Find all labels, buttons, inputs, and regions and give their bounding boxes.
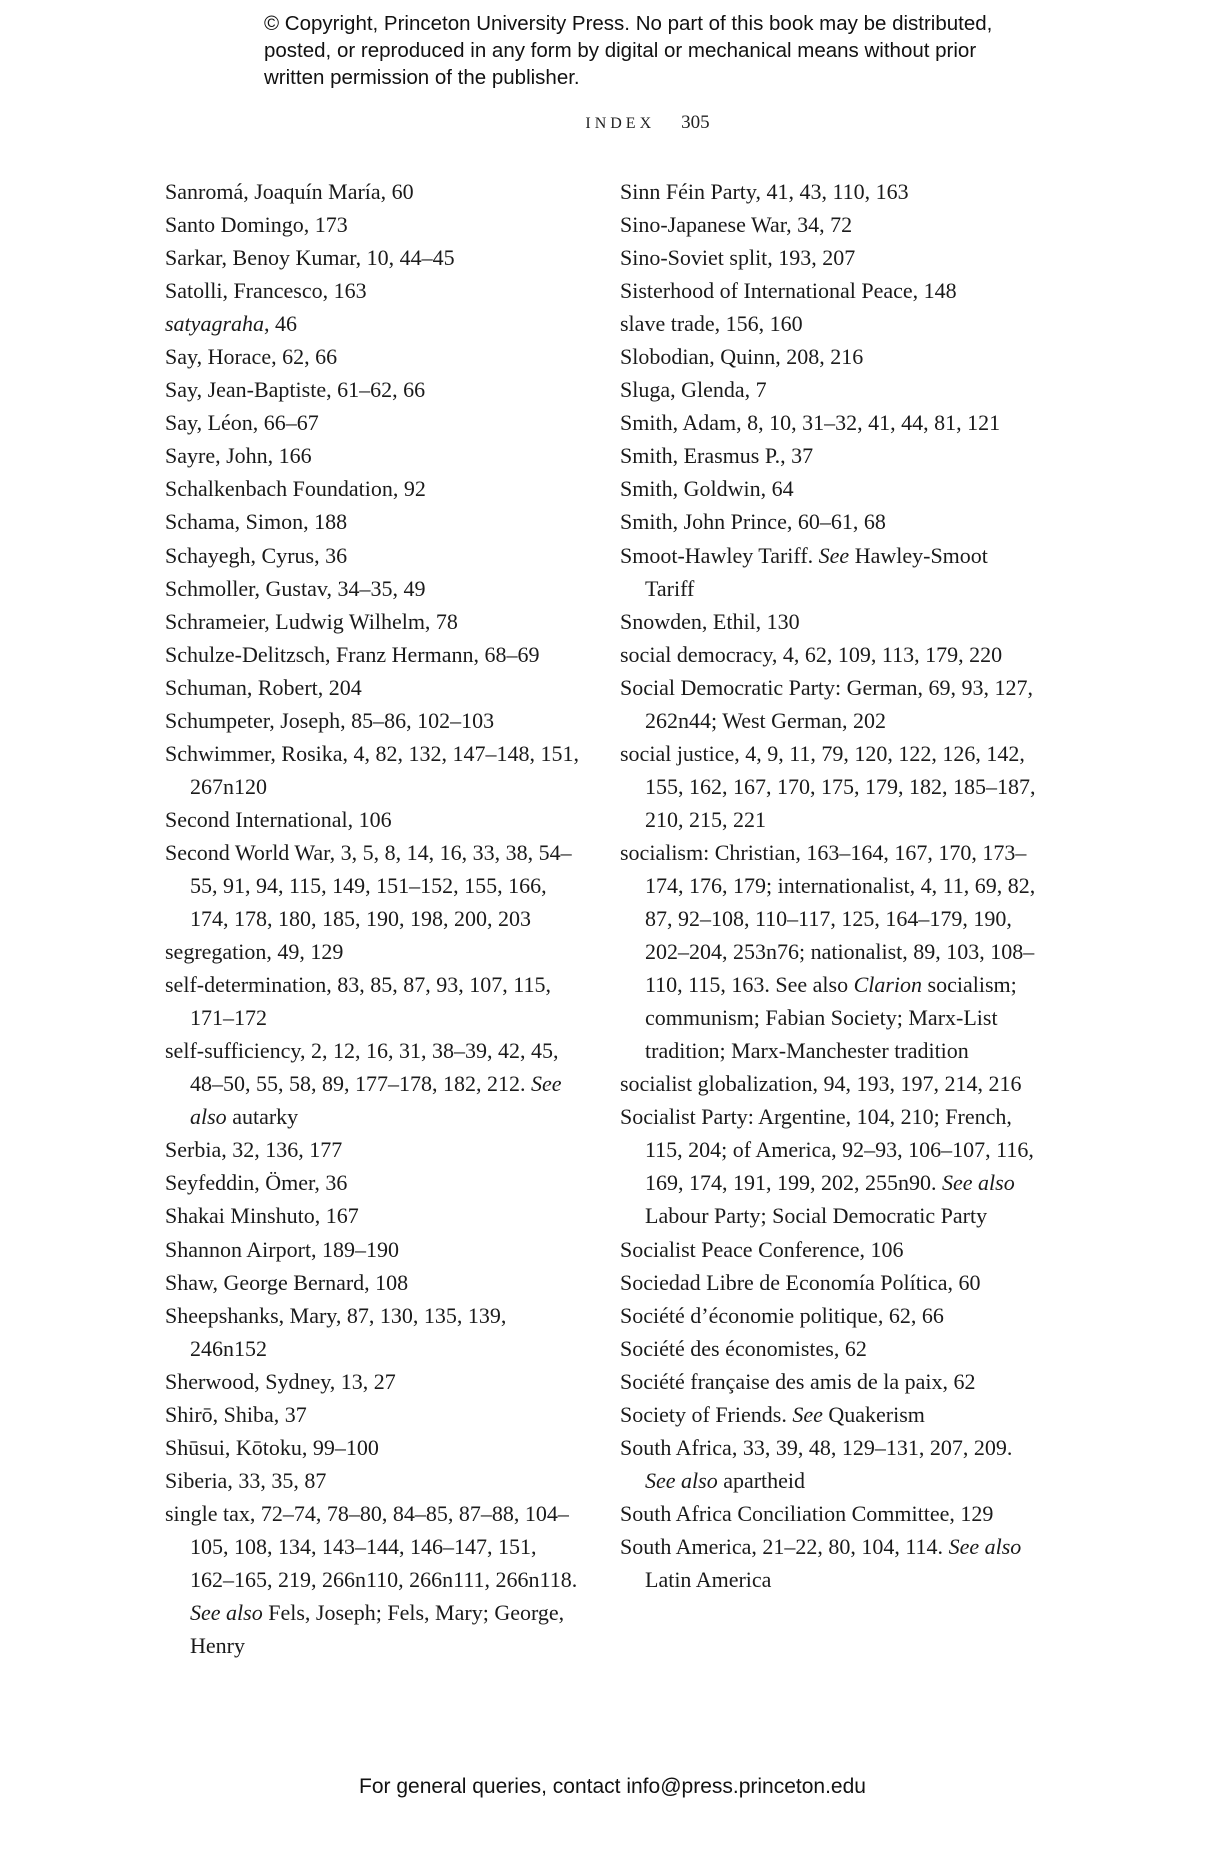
index-entry-segment: Sino-Japanese War, 34, 72 bbox=[620, 212, 853, 238]
index-entry-segment: Sayre, John, 166 bbox=[165, 443, 312, 469]
index-entry-segment: Sherwood, Sydney, 13, 27 bbox=[165, 1368, 396, 1394]
index-entry-segment: Schrameier, Ludwig Wilhelm, 78 bbox=[165, 608, 458, 634]
index-entry bbox=[620, 836, 1040, 1067]
index-entry-segment: Slobodian, Quinn, 208, 216 bbox=[620, 344, 864, 370]
index-entry bbox=[165, 1166, 585, 1199]
index-entry-segment: self-determination, 83, 85, 87, 93, 107, 115, 171–172 bbox=[165, 972, 551, 1031]
index-entry bbox=[620, 1266, 1040, 1299]
index-entry bbox=[165, 1133, 585, 1166]
index-entry bbox=[620, 175, 1040, 208]
index-entry bbox=[165, 1497, 585, 1662]
index-entry bbox=[620, 439, 1040, 472]
index-entry-segment: See also bbox=[942, 1170, 1015, 1196]
index-entry bbox=[165, 704, 585, 737]
index-entry bbox=[165, 439, 585, 472]
index-entry bbox=[165, 638, 585, 671]
index-entry bbox=[165, 1266, 585, 1299]
index-entry bbox=[165, 968, 585, 1034]
index-entry-segment: Say, Jean-Baptiste, 61–62, 66 bbox=[165, 377, 426, 403]
index-entry-segment: Schalkenbach Foundation, 92 bbox=[165, 476, 426, 502]
index-entry bbox=[620, 1100, 1040, 1232]
index-entry-segment: Satolli, Francesco, 163 bbox=[165, 278, 367, 304]
index-entry-segment: Smith, Goldwin, 64 bbox=[620, 476, 794, 502]
section-title: INDEX bbox=[585, 115, 656, 132]
index-entry-segment: satyagraha bbox=[165, 311, 264, 337]
index-entry-segment: South Africa Conciliation Committee, 129 bbox=[620, 1500, 994, 1526]
index-entry bbox=[165, 406, 585, 439]
index-entry-segment: South Africa, 33, 39, 48, 129–131, 207, 209. bbox=[620, 1434, 1013, 1460]
index-entry bbox=[620, 505, 1040, 538]
index-entry bbox=[165, 572, 585, 605]
index-entry bbox=[165, 1464, 585, 1497]
index-entry-segment: socialist globalization, 94, 193, 197, 214, 216 bbox=[620, 1071, 1022, 1097]
index-entry bbox=[165, 671, 585, 704]
index-entry-segment: Quakerism bbox=[822, 1401, 925, 1427]
page-number: 305 bbox=[681, 112, 710, 133]
index-entry-segment: Sanromá, Joaquín María, 60 bbox=[165, 179, 414, 204]
index-entry-segment: Smith, Erasmus P., 37 bbox=[620, 443, 814, 469]
index-entry-segment: social justice, 4, 9, 11, 79, 120, 122, 126, 142, 155, 162, 167, 170, 175, 179, 182, 185–187, 210, 215, 221 bbox=[620, 740, 1036, 832]
index-entry bbox=[165, 373, 585, 406]
index-entry bbox=[165, 208, 585, 241]
index-entry bbox=[620, 605, 1040, 638]
index-entry-segment: Sisterhood of International Peace, 148 bbox=[620, 278, 957, 304]
index-entry-segment: See also bbox=[190, 1071, 562, 1130]
index-entry-segment: Société d’économie politique, 62, 66 bbox=[620, 1302, 944, 1328]
index-entry-segment: slave trade, 156, 160 bbox=[620, 311, 803, 337]
index-entry bbox=[165, 472, 585, 505]
footer-contact: For general queries, contact info@press.princeton.edu bbox=[359, 1775, 866, 1798]
index-entry bbox=[165, 1199, 585, 1232]
index-entry bbox=[165, 539, 585, 572]
index-entry-segment: Schayegh, Cyrus, 36 bbox=[165, 542, 348, 568]
index-entry-segment: See also bbox=[645, 1467, 718, 1493]
index-entry-segment: See also bbox=[948, 1533, 1022, 1559]
index-entry-segment: Second International, 106 bbox=[165, 806, 392, 832]
index-entry-segment: Socialist Peace Conference, 106 bbox=[620, 1236, 904, 1262]
index-entry-segment: Say, Léon, 66–67 bbox=[165, 410, 319, 436]
index-entry-segment: Shakai Minshuto, 167 bbox=[165, 1203, 359, 1229]
index-entry bbox=[165, 836, 585, 935]
index-entry bbox=[620, 307, 1040, 340]
index-entry-segment: Snowden, Ethil, 130 bbox=[620, 608, 800, 634]
index-entry bbox=[620, 241, 1040, 274]
index-entry bbox=[620, 340, 1040, 373]
running-head bbox=[0, 112, 1225, 134]
index-entry-segment: segregation, 49, 129 bbox=[165, 939, 344, 965]
index-entry bbox=[165, 605, 585, 638]
index-entry-segment: Sino-Soviet split, 193, 207 bbox=[620, 245, 856, 271]
index-entry bbox=[165, 1299, 585, 1365]
index-entry-segment: Smith, John Prince, 60–61, 68 bbox=[620, 509, 886, 535]
index-entry bbox=[620, 671, 1040, 737]
index-entry bbox=[620, 274, 1040, 307]
index-entry-segment: Shannon Airport, 189–190 bbox=[165, 1236, 400, 1262]
index-entry bbox=[620, 472, 1040, 505]
index-entry-segment: Fels, Joseph; Fels, Mary; George, Henry bbox=[190, 1600, 565, 1659]
index-entry-segment: autarky bbox=[226, 1104, 299, 1130]
index-column-left bbox=[165, 175, 585, 1662]
index-entry bbox=[165, 1365, 585, 1398]
index-entry-segment: See bbox=[818, 542, 850, 568]
index-entry bbox=[620, 1497, 1040, 1530]
index-entry-segment: Second World War, 3, 5, 8, 14, 16, 33, 38, 54–55, 91, 94, 115, 149, 151–152, 155, 166, 174, 178, 180, 185, 190, 198, 200, 203 bbox=[165, 839, 572, 932]
index-entry bbox=[165, 737, 585, 803]
index-entry-segment: Sarkar, Benoy Kumar, 10, 44–45 bbox=[165, 245, 455, 271]
index-entry-segment: See bbox=[792, 1401, 823, 1427]
index-entry bbox=[620, 1365, 1040, 1398]
index-entry bbox=[165, 274, 585, 307]
index-entry-segment: Socialist Party: Argentine, 104, 210; French, 115, 204; of America, 92–93, 106–107, 116, 169, 174, 191, 199, 202, 255n90. bbox=[620, 1104, 1034, 1196]
index-entry-segment: Smith, Adam, 8, 10, 31–32, 41, 44, 81, 121 bbox=[620, 410, 1001, 436]
index-entry-segment: Siberia, 33, 35, 87 bbox=[165, 1467, 327, 1493]
index-entry bbox=[165, 505, 585, 538]
index-entry-segment: Schulze-Delitzsch, Franz Hermann, 68–69 bbox=[165, 641, 540, 667]
index-entry-segment: apartheid bbox=[717, 1467, 806, 1493]
index-entry-segment: Schuman, Robert, 204 bbox=[165, 674, 362, 700]
index-entry-segment: Labour Party; Social Democratic Party bbox=[645, 1203, 988, 1229]
index-entry-segment: Schumpeter, Joseph, 85–86, 102–103 bbox=[165, 707, 495, 733]
index-entry-segment: Sluga, Glenda, 7 bbox=[620, 377, 767, 403]
index-entry-segment: Schwimmer, Rosika, 4, 82, 132, 147–148, 151, 267n120 bbox=[165, 740, 580, 799]
index-entry-segment: Schama, Simon, 188 bbox=[165, 509, 348, 535]
index-entry bbox=[620, 1431, 1040, 1497]
index-entry-segment: Schmoller, Gustav, 34–35, 49 bbox=[165, 575, 426, 601]
index-entry-segment: Social Democratic Party: German, 69, 93, 127, 262n44; West German, 202 bbox=[620, 674, 1034, 733]
index-entry bbox=[620, 1299, 1040, 1332]
copyright-notice: © Copyright, Princeton University Press. No part of this book may be distributed, posted, or reproduced in any form by digital or mechanical means without prior written permission of the publisher. bbox=[264, 12, 993, 89]
index-entry bbox=[165, 803, 585, 836]
index-entry-segment: socialism: Christian, 163–164, 167, 170, 173–174, 176, 179; internationalist, 4, 11, 69, 82, 87, 92–108, 110–117, 125, 164–179, 190, 202–204, 253n76; nationalist, 89, 103, 108–110, 115, 163. See also bbox=[620, 839, 1036, 998]
index-entry-segment: self-sufficiency, 2, 12, 16, 31, 38–39, 42, 45, 48–50, 55, 58, 89, 177–178, 182, 212. bbox=[165, 1038, 559, 1097]
index-entry-segment: Sheepshanks, Mary, 87, 130, 135, 139, 246n152 bbox=[165, 1302, 507, 1361]
index-column-right bbox=[620, 175, 1040, 1596]
index-entry-segment: South America, 21–22, 80, 104, 114. bbox=[620, 1533, 949, 1559]
index-entry-segment: Latin America bbox=[645, 1566, 772, 1592]
index-entry-segment: Hawley-Smoot Tariff bbox=[645, 542, 988, 601]
index-entry bbox=[620, 1398, 1040, 1431]
index-entry bbox=[165, 175, 585, 208]
index-entry-segment: Shūsui, Kōtoku, 99–100 bbox=[165, 1434, 379, 1460]
index-entry-segment: Seyfeddin, Ömer, 36 bbox=[165, 1170, 348, 1196]
index-entry-segment: Santo Domingo, 173 bbox=[165, 212, 348, 238]
index-entry bbox=[620, 208, 1040, 241]
index-entry-segment: Society of Friends. bbox=[620, 1401, 793, 1427]
index-entry bbox=[165, 307, 585, 340]
index-entry-segment: , 46 bbox=[264, 311, 297, 337]
index-entry-segment: Shaw, George Bernard, 108 bbox=[165, 1269, 409, 1295]
index-entry bbox=[165, 1431, 585, 1464]
index-entry-segment: Société des économistes, 62 bbox=[620, 1335, 867, 1361]
index-entry bbox=[620, 737, 1040, 836]
index-entry-segment: socialism; communism; Fabian Society; Marx-List tradition; Marx-Manchester tradition bbox=[645, 972, 1017, 1064]
index-entry bbox=[165, 1034, 585, 1133]
index-entry bbox=[620, 373, 1040, 406]
index-entry-segment: Say, Horace, 62, 66 bbox=[165, 344, 338, 370]
index-entry bbox=[620, 1233, 1040, 1266]
index-entry-segment: Clarion bbox=[853, 972, 923, 998]
index-entry bbox=[620, 638, 1040, 671]
index-entry bbox=[165, 1233, 585, 1266]
index-entry bbox=[620, 539, 1040, 605]
index-entry-segment: Serbia, 32, 136, 177 bbox=[165, 1137, 343, 1163]
index-entry-segment: See also bbox=[190, 1600, 263, 1626]
index-entry-segment: social democracy, 4, 62, 109, 113, 179, 220 bbox=[620, 641, 1003, 667]
index-entry-segment: Shirō, Shiba, 37 bbox=[165, 1401, 307, 1427]
index-entry bbox=[620, 1530, 1040, 1596]
index-entry bbox=[165, 935, 585, 968]
index-entry-segment: Sociedad Libre de Economía Política, 60 bbox=[620, 1269, 981, 1295]
index-entry bbox=[620, 1332, 1040, 1365]
index-entry bbox=[620, 1067, 1040, 1100]
index-entry bbox=[165, 340, 585, 373]
index-entry bbox=[620, 406, 1040, 439]
index-entry bbox=[165, 1398, 585, 1431]
index-entry-segment: Société française des amis de la paix, 62 bbox=[620, 1368, 976, 1394]
index-entry bbox=[165, 241, 585, 274]
index-entry-segment: Sinn Féin Party, 41, 43, 110, 163 bbox=[620, 179, 909, 204]
index-entry-segment: single tax, 72–74, 78–80, 84–85, 87–88, 104–105, 108, 134, 143–144, 146–147, 151, 162–165, 219, 266n110, 266n111, 266n118. bbox=[165, 1500, 578, 1592]
index-entry-segment: Smoot-Hawley Tariff. bbox=[620, 542, 819, 568]
